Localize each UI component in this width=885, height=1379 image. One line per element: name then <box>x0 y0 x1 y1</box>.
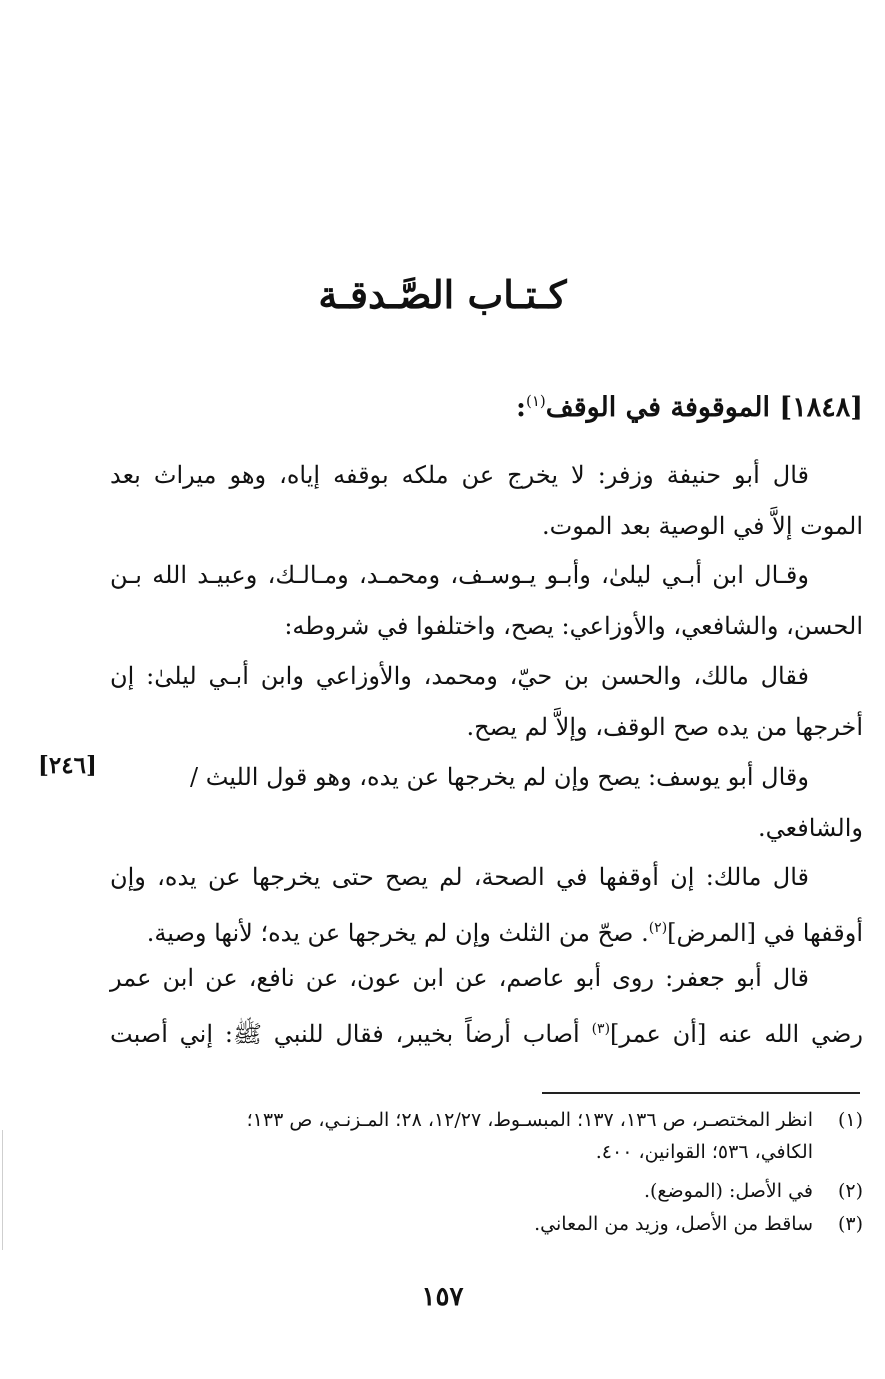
footnote-number: (٣) <box>837 1213 863 1235</box>
footnote-text: الكافي، ٥٣٦؛ القوانين، ٤٠٠. <box>595 1141 813 1163</box>
paragraph-text: أوقفها في [المرض] <box>667 919 863 947</box>
paragraph-text: رضي الله عنه [أن عمر] <box>610 1020 863 1048</box>
scan-edge-line <box>2 1130 3 1250</box>
paragraph-line: فقال مالك، والحسن بن حيّ، ومحمد، والأوزاعي وابن أبـي ليلىٰ: إن <box>110 662 809 690</box>
heading-tail: : <box>516 392 526 423</box>
paragraph-line: الموت إلاَّ في الوصية بعد الموت. <box>541 512 863 540</box>
paragraph-2 <box>110 550 863 652</box>
heading-text: [١٨٤٨] الموقوفة في الوقف <box>545 392 863 423</box>
footnote-text: انظر المختصـر، ص ١٣٦، ١٣٧؛ المبسـوط، ١٢/٢٧، ٢٨؛ المـزنـي، ص ١٣٣؛ <box>246 1109 813 1131</box>
paragraph-line: قال أبو حنيفة وزفر: لا يخرج عن ملكه بوقفه إياه، وهو ميراث بعد <box>110 461 809 489</box>
paragraph-line: الحسن، والشافعي، والأوزاعي: يصح، واختلفوا في شروطه: <box>284 612 863 640</box>
page-number: ١٥٧ <box>421 1282 464 1312</box>
footnote-text: ساقط من الأصل، وزيد من المعاني. <box>534 1213 813 1235</box>
paragraph-line: قال أبو جعفر: روى أبو عاصم، عن ابن عون، عن نافع، عن ابن عمر <box>110 964 809 992</box>
footnote-ref: (٣) <box>591 1021 611 1037</box>
paragraph-line: أخرجها من يده صح الوقف، وإلاَّ لم يصح. <box>466 713 863 741</box>
manuscript-page-ref: [٢٤٦] <box>38 752 97 779</box>
paragraph-line <box>110 903 863 959</box>
paragraph-text: أصاب أرضاً بخيبر، فقال للنبي ﷺ: إني أصبت <box>110 1020 592 1048</box>
heading-note-ref: (١) <box>525 392 546 410</box>
paragraph-6 <box>110 953 863 1060</box>
paragraph-text: . صحّ من الثلث وإن لم يخرجها عن يده؛ لأنها وصية. <box>146 919 649 947</box>
paragraph-line: وقـال ابن أبـي ليلىٰ، وأبـو يـوسـف، ومحمـد، ومـالـك، وعبيـد الله بـن <box>110 561 809 589</box>
paragraph-line: والشافعي. <box>758 814 863 842</box>
footnote-1 <box>110 1104 863 1168</box>
footnote-ref: (٢) <box>648 920 668 936</box>
footnote-divider <box>542 1092 860 1094</box>
footnote-text: في الأصل: (الموضع). <box>643 1180 813 1202</box>
book-title: كـتـاب الصَّـدقـة <box>318 272 567 317</box>
footnote-2 <box>110 1175 863 1207</box>
paragraph-5 <box>110 852 863 959</box>
footnote-number: (١) <box>837 1109 863 1131</box>
footnote-number: (٢) <box>837 1180 863 1202</box>
paragraph-3 <box>110 651 863 753</box>
paragraph-line: قال مالك: إن أوقفها في الصحة، لم يصح حتى يخرجها عن يده، وإن <box>110 863 809 891</box>
paragraph-4 <box>190 752 863 854</box>
paragraph-1 <box>110 450 863 552</box>
footnote-3 <box>110 1208 863 1240</box>
section-heading <box>110 392 863 423</box>
paragraph-line: وقال أبو يوسف: يصح وإن لم يخرجها عن يده، وهو قول الليث / <box>190 763 809 791</box>
paragraph-line <box>110 1004 863 1060</box>
